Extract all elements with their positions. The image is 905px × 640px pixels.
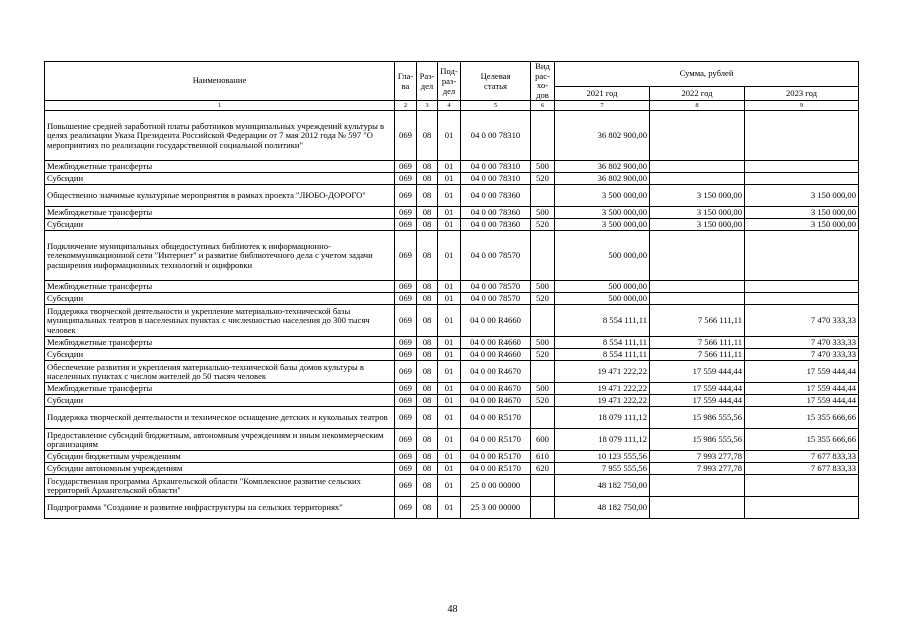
table-row <box>45 451 859 463</box>
row-podrazdel: 01 <box>438 361 461 383</box>
row-sum-2023: 3 150 000,00 <box>745 185 859 207</box>
row-sum-2022 <box>650 111 745 161</box>
column-number-row <box>45 101 859 111</box>
row-glava: 069 <box>395 349 417 361</box>
row-sum-2021: 36 802 900,00 <box>555 161 650 173</box>
table-row <box>45 111 859 161</box>
row-sum-2023: 7 470 333,33 <box>745 337 859 349</box>
row-podrazdel: 01 <box>438 349 461 361</box>
row-sum-2023 <box>745 111 859 161</box>
row-name: Обеспечение развития и укрепления материально-технической базы домов культуры в населенных пунктах с числом жителей до 50 тысяч человек <box>45 361 395 383</box>
row-target-article: 04 0 00 R4660 <box>461 349 531 361</box>
row-expense-type: 620 <box>531 463 555 475</box>
row-sum-2022 <box>650 475 745 497</box>
row-sum-2021: 19 471 222,22 <box>555 361 650 383</box>
column-number: 9 <box>745 101 859 111</box>
row-sum-2022: 7 993 277,78 <box>650 451 745 463</box>
row-sum-2023 <box>745 475 859 497</box>
row-glava: 069 <box>395 173 417 185</box>
header-name: Наименование <box>45 62 395 101</box>
row-sum-2023 <box>745 497 859 519</box>
row-target-article: 04 0 00 R4670 <box>461 361 531 383</box>
row-target-article: 04 0 00 78310 <box>461 161 531 173</box>
row-sum-2022 <box>650 281 745 293</box>
budget-table <box>44 61 859 519</box>
row-razdel: 08 <box>417 451 438 463</box>
row-sum-2023: 15 355 666,66 <box>745 407 859 429</box>
row-sum-2022: 17 559 444,44 <box>650 383 745 395</box>
row-sum-2022 <box>650 161 745 173</box>
row-podrazdel: 01 <box>438 497 461 519</box>
row-podrazdel: 01 <box>438 219 461 231</box>
row-target-article: 04 0 00 78570 <box>461 281 531 293</box>
header-year-2021: 2021 год <box>555 87 650 101</box>
row-expense-type: 520 <box>531 395 555 407</box>
row-sum-2023: 7 470 333,33 <box>745 305 859 337</box>
row-sum-2021: 18 079 111,12 <box>555 429 650 451</box>
row-sum-2021: 19 471 222,22 <box>555 395 650 407</box>
table-row <box>45 497 859 519</box>
table-row <box>45 407 859 429</box>
row-glava: 069 <box>395 111 417 161</box>
row-razdel: 08 <box>417 173 438 185</box>
row-razdel: 08 <box>417 207 438 219</box>
row-sum-2023 <box>745 231 859 281</box>
row-glava: 069 <box>395 305 417 337</box>
row-razdel: 08 <box>417 475 438 497</box>
header-glava: Гла- ва <box>395 62 417 101</box>
row-name: Поддержка творческой деятельности и техническое оснащение детских и кукольных театров <box>45 407 395 429</box>
table-row <box>45 349 859 361</box>
row-glava: 069 <box>395 361 417 383</box>
row-glava: 069 <box>395 429 417 451</box>
row-expense-type <box>531 407 555 429</box>
row-razdel: 08 <box>417 281 438 293</box>
row-name: Субсидии <box>45 293 395 305</box>
row-sum-2023: 17 559 444,44 <box>745 383 859 395</box>
row-expense-type: 600 <box>531 429 555 451</box>
row-podrazdel: 01 <box>438 407 461 429</box>
table-row <box>45 185 859 207</box>
row-expense-type <box>531 185 555 207</box>
table-row <box>45 429 859 451</box>
row-expense-type: 500 <box>531 161 555 173</box>
row-sum-2021: 36 802 900,00 <box>555 111 650 161</box>
row-glava: 069 <box>395 407 417 429</box>
row-podrazdel: 01 <box>438 429 461 451</box>
row-sum-2021: 500 000,00 <box>555 231 650 281</box>
row-sum-2022: 3 150 000,00 <box>650 219 745 231</box>
row-target-article: 04 0 00 R5170 <box>461 429 531 451</box>
row-sum-2022 <box>650 231 745 281</box>
row-podrazdel: 01 <box>438 395 461 407</box>
row-podrazdel: 01 <box>438 207 461 219</box>
row-razdel: 08 <box>417 349 438 361</box>
column-number: 4 <box>438 101 461 111</box>
row-sum-2023 <box>745 173 859 185</box>
row-podrazdel: 01 <box>438 161 461 173</box>
row-sum-2022: 3 150 000,00 <box>650 207 745 219</box>
table-row <box>45 395 859 407</box>
table-row <box>45 337 859 349</box>
row-name: Субсидии <box>45 173 395 185</box>
row-razdel: 08 <box>417 395 438 407</box>
table-body <box>45 111 859 519</box>
row-podrazdel: 01 <box>438 451 461 463</box>
row-glava: 069 <box>395 451 417 463</box>
row-podrazdel: 01 <box>438 173 461 185</box>
row-expense-type: 500 <box>531 207 555 219</box>
row-expense-type: 520 <box>531 349 555 361</box>
row-sum-2021: 48 182 750,00 <box>555 497 650 519</box>
page-number: 48 <box>447 604 458 615</box>
row-sum-2022: 7 566 111,11 <box>650 305 745 337</box>
row-razdel: 08 <box>417 497 438 519</box>
row-razdel: 08 <box>417 361 438 383</box>
row-razdel: 08 <box>417 185 438 207</box>
row-expense-type <box>531 361 555 383</box>
row-target-article: 04 0 00 R5170 <box>461 463 531 475</box>
header-razdel: Раз- дел <box>417 62 438 101</box>
row-expense-type: 500 <box>531 383 555 395</box>
row-podrazdel: 01 <box>438 111 461 161</box>
row-target-article: 04 0 00 R4660 <box>461 337 531 349</box>
row-expense-type <box>531 111 555 161</box>
row-glava: 069 <box>395 293 417 305</box>
row-sum-2022: 7 566 111,11 <box>650 349 745 361</box>
column-number: 8 <box>650 101 745 111</box>
header-year-2023: 2023 год <box>745 87 859 101</box>
row-podrazdel: 01 <box>438 305 461 337</box>
row-sum-2021: 18 079 111,12 <box>555 407 650 429</box>
header-sum: Сумма, рублей <box>555 62 859 87</box>
row-sum-2021: 48 182 750,00 <box>555 475 650 497</box>
header-expense-type: Вид рас- хо- дов <box>531 62 555 101</box>
row-razdel: 08 <box>417 111 438 161</box>
row-target-article: 04 0 00 R5170 <box>461 451 531 463</box>
row-expense-type <box>531 497 555 519</box>
row-expense-type: 520 <box>531 293 555 305</box>
row-podrazdel: 01 <box>438 185 461 207</box>
row-razdel: 08 <box>417 383 438 395</box>
row-podrazdel: 01 <box>438 293 461 305</box>
row-sum-2023: 17 559 444,44 <box>745 361 859 383</box>
row-podrazdel: 01 <box>438 475 461 497</box>
row-sum-2023: 7 470 333,33 <box>745 349 859 361</box>
row-name: Повышение средней заработной платы работников муниципальных учреждений культуры в целях реализации Указа Президента Российской Федерации от 7 мая 2012 года № 597 "О мероприятиях по реализации государственной социальной политики" <box>45 111 395 161</box>
row-glava: 069 <box>395 185 417 207</box>
row-sum-2021: 36 802 900,00 <box>555 173 650 185</box>
row-name: Субсидии <box>45 219 395 231</box>
table-row <box>45 219 859 231</box>
row-name: Межбюджетные трансферты <box>45 161 395 173</box>
row-target-article: 25 3 00 00000 <box>461 497 531 519</box>
table-row <box>45 305 859 337</box>
row-sum-2023: 15 355 666,66 <box>745 429 859 451</box>
column-number: 6 <box>531 101 555 111</box>
row-podrazdel: 01 <box>438 463 461 475</box>
row-expense-type: 520 <box>531 219 555 231</box>
row-target-article: 04 0 00 78570 <box>461 293 531 305</box>
row-target-article: 04 0 00 R4670 <box>461 395 531 407</box>
row-glava: 069 <box>395 231 417 281</box>
row-expense-type: 500 <box>531 337 555 349</box>
row-sum-2023 <box>745 281 859 293</box>
row-podrazdel: 01 <box>438 337 461 349</box>
row-glava: 069 <box>395 463 417 475</box>
row-sum-2023 <box>745 161 859 173</box>
row-target-article: 04 0 00 R4670 <box>461 383 531 395</box>
row-razdel: 08 <box>417 429 438 451</box>
row-podrazdel: 01 <box>438 383 461 395</box>
header-target-article: Целевая статья <box>461 62 531 101</box>
row-sum-2022: 15 986 555,56 <box>650 429 745 451</box>
row-expense-type: 610 <box>531 451 555 463</box>
row-sum-2023: 3 150 000,00 <box>745 207 859 219</box>
column-number: 2 <box>395 101 417 111</box>
row-name: Субсидии <box>45 349 395 361</box>
row-glava: 069 <box>395 395 417 407</box>
row-sum-2023: 7 677 833,33 <box>745 463 859 475</box>
row-sum-2022: 17 559 444,44 <box>650 361 745 383</box>
row-target-article: 04 0 00 78310 <box>461 173 531 185</box>
row-sum-2023: 3 150 000,00 <box>745 219 859 231</box>
row-expense-type: 500 <box>531 281 555 293</box>
row-expense-type <box>531 231 555 281</box>
header-podrazdel: Под- раз- дел <box>438 62 461 101</box>
row-sum-2021: 19 471 222,22 <box>555 383 650 395</box>
row-name: Субсидии автономным учреждениям <box>45 463 395 475</box>
row-razdel: 08 <box>417 305 438 337</box>
row-glava: 069 <box>395 383 417 395</box>
row-target-article: 04 0 00 78570 <box>461 231 531 281</box>
row-target-article: 04 0 00 78310 <box>461 111 531 161</box>
table-row <box>45 293 859 305</box>
row-name: Предоставление субсидий бюджетным, автономным учреждениям и иным некоммерческим организациям <box>45 429 395 451</box>
row-target-article: 04 0 00 78360 <box>461 185 531 207</box>
row-expense-type: 520 <box>531 173 555 185</box>
table-row <box>45 361 859 383</box>
row-podrazdel: 01 <box>438 231 461 281</box>
row-sum-2022: 7 993 277,78 <box>650 463 745 475</box>
row-razdel: 08 <box>417 407 438 429</box>
row-sum-2021: 3 500 000,00 <box>555 207 650 219</box>
table-row <box>45 231 859 281</box>
row-sum-2023: 17 559 444,44 <box>745 395 859 407</box>
row-sum-2023: 7 677 833,33 <box>745 451 859 463</box>
row-sum-2022 <box>650 173 745 185</box>
column-number: 3 <box>417 101 438 111</box>
row-name: Подключение муниципальных общедоступных библиотек к информационно-телекоммуникационной сети "Интернет" и развитие библиотечного дела с учетом задачи расширения информационных технологий и оцифровки <box>45 231 395 281</box>
table-row <box>45 173 859 185</box>
row-sum-2022: 7 566 111,11 <box>650 337 745 349</box>
row-name: Межбюджетные трансферты <box>45 281 395 293</box>
row-sum-2021: 500 000,00 <box>555 281 650 293</box>
row-razdel: 08 <box>417 219 438 231</box>
row-target-article: 04 0 00 78360 <box>461 219 531 231</box>
table-row <box>45 475 859 497</box>
row-glava: 069 <box>395 475 417 497</box>
row-sum-2022: 3 150 000,00 <box>650 185 745 207</box>
row-expense-type <box>531 475 555 497</box>
row-name: Межбюджетные трансферты <box>45 207 395 219</box>
row-name: Межбюджетные трансферты <box>45 337 395 349</box>
row-sum-2022 <box>650 293 745 305</box>
row-sum-2022: 15 986 555,56 <box>650 407 745 429</box>
table-row <box>45 383 859 395</box>
row-razdel: 08 <box>417 231 438 281</box>
row-glava: 069 <box>395 497 417 519</box>
table-row <box>45 463 859 475</box>
column-number: 1 <box>45 101 395 111</box>
row-glava: 069 <box>395 161 417 173</box>
row-name: Межбюджетные трансферты <box>45 383 395 395</box>
table-row <box>45 207 859 219</box>
row-sum-2021: 500 000,00 <box>555 293 650 305</box>
row-target-article: 04 0 00 78360 <box>461 207 531 219</box>
row-name: Государственная программа Архангельской области "Комплексное развитие сельских территорий Архангельской области" <box>45 475 395 497</box>
row-sum-2021: 8 554 111,11 <box>555 337 650 349</box>
row-razdel: 08 <box>417 463 438 475</box>
row-glava: 069 <box>395 219 417 231</box>
row-name: Субсидии <box>45 395 395 407</box>
row-glava: 069 <box>395 207 417 219</box>
row-sum-2021: 7 955 555,56 <box>555 463 650 475</box>
row-sum-2021: 8 554 111,11 <box>555 349 650 361</box>
row-razdel: 08 <box>417 293 438 305</box>
row-sum-2021: 10 123 555,56 <box>555 451 650 463</box>
row-name: Общественно значимые культурные мероприятия в рамках проекта "ЛЮБО-ДОРОГО" <box>45 185 395 207</box>
row-glava: 069 <box>395 281 417 293</box>
row-razdel: 08 <box>417 337 438 349</box>
row-sum-2022: 17 559 444,44 <box>650 395 745 407</box>
row-sum-2021: 3 500 000,00 <box>555 185 650 207</box>
row-name: Поддержка творческой деятельности и укрепление материально-технической базы муниципальных театров в населенных пунктах с численностью населения до 300 тысяч человек <box>45 305 395 337</box>
row-podrazdel: 01 <box>438 281 461 293</box>
row-name: Субсидии бюджетным учреждениям <box>45 451 395 463</box>
row-name: Подпрограмма "Создание и развитие инфраструктуры на сельских территориях" <box>45 497 395 519</box>
row-sum-2021: 8 554 111,11 <box>555 305 650 337</box>
row-expense-type <box>531 305 555 337</box>
column-number: 7 <box>555 101 650 111</box>
row-razdel: 08 <box>417 161 438 173</box>
column-number: 5 <box>461 101 531 111</box>
table-row <box>45 281 859 293</box>
row-sum-2023 <box>745 293 859 305</box>
row-target-article: 04 0 00 R4660 <box>461 305 531 337</box>
header-year-2022: 2022 год <box>650 87 745 101</box>
row-sum-2021: 3 500 000,00 <box>555 219 650 231</box>
row-glava: 069 <box>395 337 417 349</box>
row-target-article: 25 0 00 00000 <box>461 475 531 497</box>
row-target-article: 04 0 00 R5170 <box>461 407 531 429</box>
row-sum-2022 <box>650 497 745 519</box>
table-row <box>45 161 859 173</box>
